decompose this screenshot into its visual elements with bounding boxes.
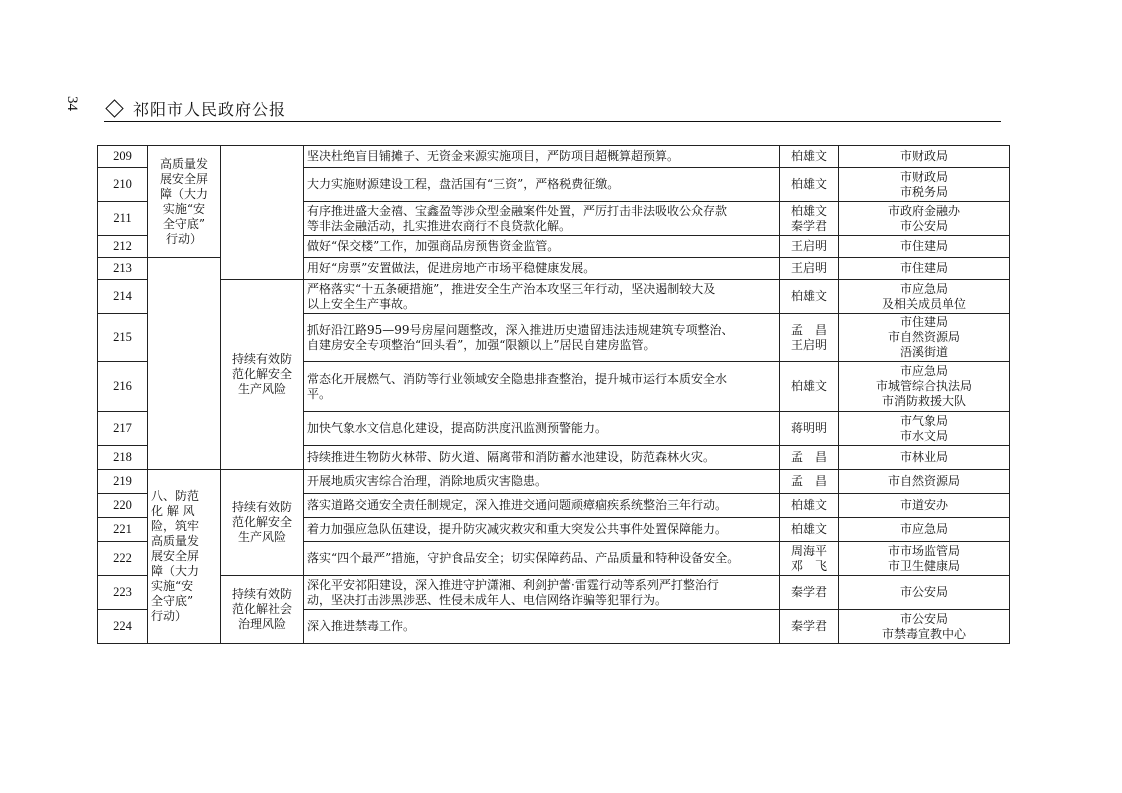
page-number: 34 — [64, 96, 80, 111]
leader-name: 王启明 — [790, 337, 827, 352]
department-name: 市道安办 — [899, 498, 948, 512]
department-name: 市公安局 — [899, 611, 948, 626]
department-name: 市住建局 — [899, 315, 948, 329]
category-line: 行动） — [151, 609, 188, 623]
table-row — [98, 576, 1010, 610]
leader-name: 柏雄文 — [790, 498, 827, 512]
row-number: 216 — [98, 362, 148, 412]
category-cell — [148, 258, 221, 470]
department-name: 市市场监管局 — [887, 543, 960, 558]
row-number: 213 — [98, 258, 148, 280]
task-table-body — [98, 146, 1010, 644]
row-number: 211 — [98, 202, 148, 236]
category-line: 八、防范 — [151, 489, 200, 503]
department-name: 市自然资源局 — [887, 330, 960, 344]
department-name: 浯溪街道 — [899, 345, 948, 359]
responsible-department — [839, 314, 1010, 362]
responsible-leader — [780, 576, 839, 610]
task-content — [304, 470, 780, 494]
responsible-leader — [780, 518, 839, 542]
responsible-department — [839, 446, 1010, 470]
responsible-department — [839, 412, 1010, 446]
department-name: 市卫生健康局 — [887, 558, 960, 573]
task-content — [304, 494, 780, 518]
task-content-line: 落实“四个最严”措施，守护食品安全；切实保障药品、产品质量和特种设备安全。 — [307, 551, 740, 565]
task-content-line: 以上安全生产事故。 — [307, 296, 416, 311]
department-name: 市林业局 — [899, 450, 948, 464]
task-content-line: 加快气象水文信息化建设，提高防洪度汛监测预警能力。 — [307, 421, 608, 435]
category-cell — [148, 470, 221, 644]
category-line: 险，筑牢 — [151, 519, 200, 533]
task-content-line: 深化平安祁阳建设，深入推进守护潇湘、利剑护蕾·雷霆行动等系列严打整治行 — [307, 577, 719, 592]
page-number-wrap — [66, 96, 82, 120]
subcategory-line: 生产风险 — [237, 382, 286, 396]
page-header — [104, 96, 286, 120]
department-name: 市气象局 — [899, 413, 948, 428]
task-content-line: 有序推进盛大金禧、宝鑫盈等涉众型金融案件处置，严厉打击非法吸收公众存款 — [307, 203, 728, 218]
department-name: 市禁毒宣教中心 — [881, 626, 966, 641]
leader-name: 蒋明明 — [790, 421, 827, 435]
responsible-leader — [780, 280, 839, 314]
category-line: 行动） — [165, 231, 202, 246]
category-line: 障（大力 — [151, 564, 200, 578]
diamond-icon — [105, 99, 123, 117]
leader-name: 周海平 — [790, 543, 827, 558]
task-content-line: 落实道路交通安全责任制规定，深入推进交通问题顽瘴痼疾系统整治三年行动。 — [307, 498, 728, 512]
subcategory-cell — [221, 470, 304, 576]
task-content — [304, 610, 780, 644]
category-line: 展安全屏 — [151, 549, 200, 563]
task-content-line: 平。 — [307, 386, 332, 401]
subcategory-line: 范化解安全 — [231, 515, 292, 529]
task-content — [304, 576, 780, 610]
task-content-line: 用好“房票”安置做法，促进房地产市场平稳健康发展。 — [307, 261, 596, 275]
row-number: 214 — [98, 280, 148, 314]
responsible-department — [839, 168, 1010, 202]
department-name: 市住建局 — [899, 239, 948, 253]
department-name: 及相关成员单位 — [881, 296, 966, 311]
task-content-line: 常态化开展燃气、消防等行业领域安全隐患排查整治，提升城市运行本质安全水 — [307, 371, 728, 386]
task-content — [304, 542, 780, 576]
task-content — [304, 236, 780, 258]
responsible-department — [839, 518, 1010, 542]
department-name: 市城管综合执法局 — [875, 379, 972, 393]
task-content-line: 做好“保交楼”工作，加强商品房预售资金监管。 — [307, 239, 560, 253]
responsible-leader — [780, 258, 839, 280]
leader-name: 孟 昌 — [790, 322, 827, 337]
subcategory-line: 持续有效防 — [231, 500, 292, 514]
row-number: 224 — [98, 610, 148, 644]
row-number: 209 — [98, 146, 148, 168]
responsible-department — [839, 362, 1010, 412]
department-name: 市应急局 — [899, 522, 948, 536]
department-name: 市自然资源局 — [887, 474, 960, 488]
task-content — [304, 362, 780, 412]
department-name: 市水文局 — [899, 428, 948, 443]
task-content-line: 大力实施财源建设工程，盘活国有“三资”，严格税费征缴。 — [307, 177, 620, 191]
leader-name: 柏雄文 — [790, 522, 827, 536]
leader-name: 王启明 — [790, 261, 827, 275]
leader-name: 秦学君 — [790, 619, 827, 633]
task-content — [304, 146, 780, 168]
task-content-line: 抓好沿江路95—99号房屋问题整改，深入推进历史遗留违法违规建筑专项整治、 — [307, 322, 734, 337]
category-line: 实施“安 — [151, 579, 194, 593]
row-number: 215 — [98, 314, 148, 362]
task-content — [304, 280, 780, 314]
task-content-line: 等非法金融活动，扎实推进农商行不良贷款化解。 — [307, 218, 572, 233]
leader-name: 邓 飞 — [790, 558, 827, 573]
leader-name: 柏雄文 — [790, 379, 827, 393]
department-name: 市应急局 — [899, 364, 948, 378]
department-name: 市公安局 — [899, 585, 948, 599]
category-line: 障（大力 — [159, 186, 208, 201]
subcategory-cell — [221, 146, 304, 280]
row-number: 223 — [98, 576, 148, 610]
leader-name: 柏雄文 — [790, 289, 827, 303]
row-number: 222 — [98, 542, 148, 576]
department-name: 市财政局 — [899, 169, 948, 184]
department-name: 市消防救援大队 — [881, 394, 966, 408]
leader-name: 孟 昌 — [790, 450, 827, 464]
task-content — [304, 314, 780, 362]
leader-name: 王启明 — [790, 239, 827, 253]
task-content-line: 坚决杜绝盲目铺摊子、无资金来源实施项目，严防项目超概算超预算。 — [307, 149, 680, 163]
task-content — [304, 412, 780, 446]
responsible-leader — [780, 470, 839, 494]
leader-name: 孟 昌 — [790, 474, 827, 488]
subcategory-line: 治理风险 — [237, 617, 286, 631]
responsible-department — [839, 258, 1010, 280]
responsible-leader — [780, 362, 839, 412]
responsible-department — [839, 576, 1010, 610]
leader-name: 秦学君 — [790, 585, 827, 599]
subcategory-line: 生产风险 — [237, 530, 286, 544]
category-line: 高质量发 — [151, 534, 200, 548]
row-number: 212 — [98, 236, 148, 258]
task-content — [304, 258, 780, 280]
row-number: 220 — [98, 494, 148, 518]
row-number: 217 — [98, 412, 148, 446]
responsible-leader — [780, 412, 839, 446]
responsible-leader — [780, 494, 839, 518]
leader-name: 柏雄文 — [790, 149, 827, 163]
subcategory-line: 持续有效防 — [231, 352, 292, 366]
responsible-department — [839, 470, 1010, 494]
leader-name: 秦学君 — [790, 218, 827, 233]
task-content — [304, 168, 780, 202]
responsible-department — [839, 542, 1010, 576]
responsible-department — [839, 610, 1010, 644]
responsible-leader — [780, 314, 839, 362]
table-row — [98, 146, 1010, 168]
subcategory-cell — [221, 576, 304, 644]
category-line: 高质量发 — [159, 156, 208, 171]
department-name: 市政府金融办 — [887, 203, 960, 218]
category-cell — [148, 146, 221, 258]
table-row — [98, 470, 1010, 494]
responsible-department — [839, 494, 1010, 518]
task-content-line: 动，坚决打击涉黑涉恶、性侵未成年人、电信网络诈骗等犯罪行为。 — [307, 592, 668, 607]
responsible-leader — [780, 146, 839, 168]
subcategory-cell — [221, 280, 304, 470]
task-content-line: 着力加强应急队伍建设，提升防灾减灾救灾和重大突发公共事件处置保障能力。 — [307, 522, 728, 536]
responsible-leader — [780, 610, 839, 644]
department-name: 市应急局 — [899, 281, 948, 296]
document-title: 祁阳市人民政府公报 — [133, 99, 287, 119]
category-line: 全守底” — [162, 216, 206, 231]
row-number: 221 — [98, 518, 148, 542]
department-name: 市财政局 — [899, 149, 948, 163]
subcategory-line: 范化解安全 — [231, 367, 292, 381]
header-rule — [104, 121, 1001, 122]
table-row — [98, 280, 1010, 314]
subcategory-line: 持续有效防 — [231, 587, 292, 601]
row-number: 210 — [98, 168, 148, 202]
responsible-department — [839, 280, 1010, 314]
row-number: 218 — [98, 446, 148, 470]
responsible-department — [839, 146, 1010, 168]
responsible-leader — [780, 202, 839, 236]
category-line: 展安全屏 — [159, 171, 208, 186]
department-name: 市税务局 — [899, 184, 948, 199]
responsible-leader — [780, 236, 839, 258]
task-content-line: 持续推进生物防火林带、防火道、隔离带和消防蓄水池建设，防范森林火灾。 — [307, 450, 716, 464]
row-number: 219 — [98, 470, 148, 494]
task-content — [304, 518, 780, 542]
department-name: 市住建局 — [899, 261, 948, 275]
leader-name: 柏雄文 — [790, 177, 827, 191]
responsible-leader — [780, 542, 839, 576]
responsible-department — [839, 236, 1010, 258]
responsible-leader — [780, 446, 839, 470]
category-line: 实施“安 — [162, 201, 206, 216]
task-content-line: 自建房安全专项整治“回头看”，加强“限额以上”居民自建房监管。 — [307, 337, 656, 352]
department-name: 市公安局 — [899, 218, 948, 233]
task-content-line: 开展地质灾害综合治理，消除地质灾害隐患。 — [307, 474, 548, 488]
task-content-line: 深入推进禁毒工作。 — [307, 619, 416, 633]
leader-name: 柏雄文 — [790, 203, 827, 218]
task-content — [304, 446, 780, 470]
task-table — [97, 145, 1010, 644]
responsible-leader — [780, 168, 839, 202]
task-content-line: 严格落实“十五条硬措施”，推进安全生产治本攻坚三年行动，坚决遏制较大及 — [307, 281, 716, 296]
subcategory-line: 范化解社会 — [231, 602, 292, 616]
task-content — [304, 202, 780, 236]
category-line: 化 解 风 — [151, 504, 195, 518]
responsible-department — [839, 202, 1010, 236]
category-line: 全守底” — [151, 594, 194, 608]
